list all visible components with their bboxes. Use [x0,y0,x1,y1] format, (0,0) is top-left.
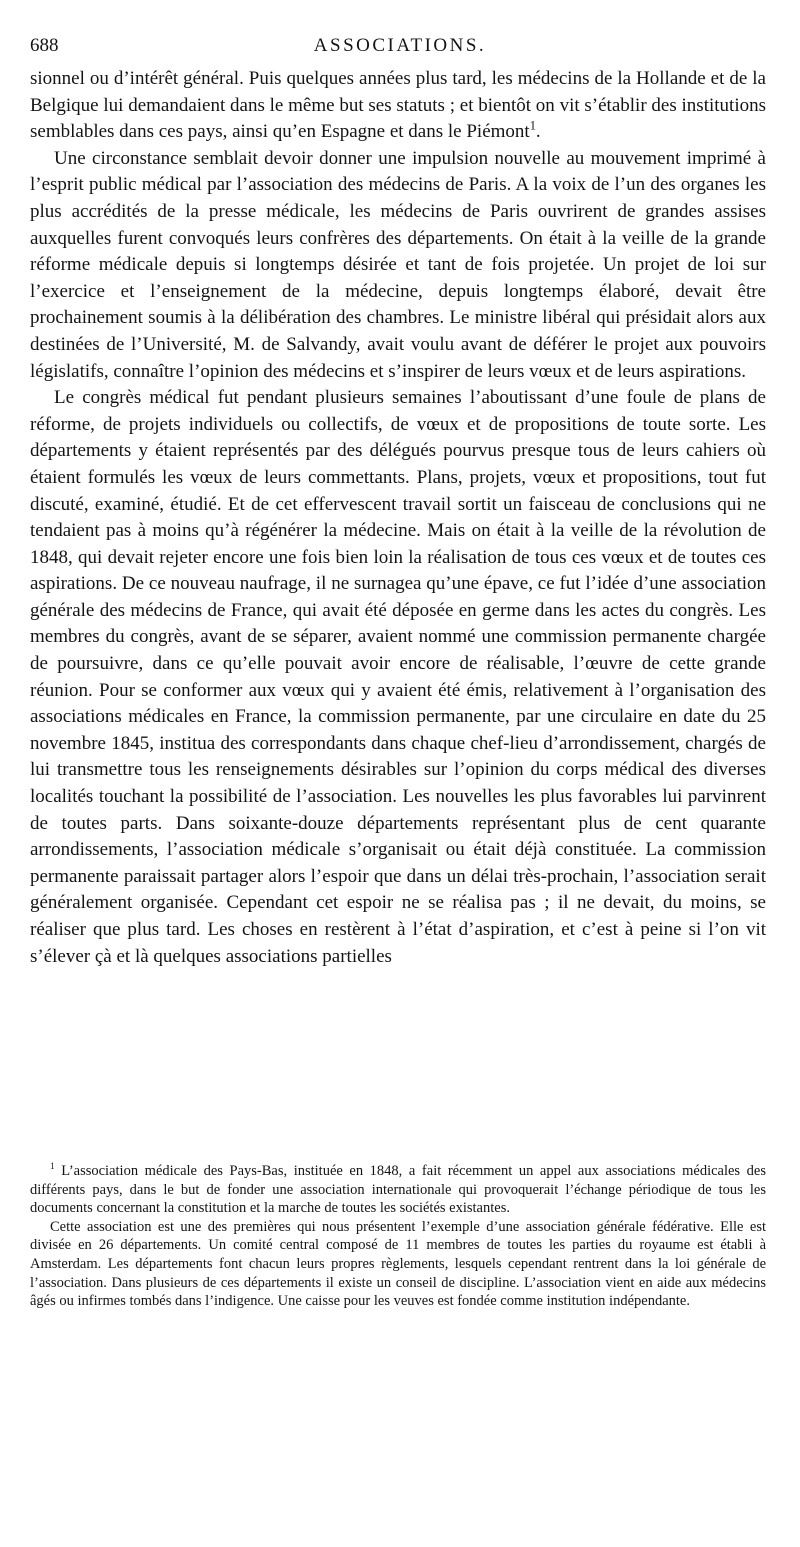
paragraph: Une circonstance semblait devoir donner une impulsion nouvelle au mouvement imprimé à l’esprit public médical par l’association des médecins de Paris. A la voix de l’un des organes les plus accrédités de la presse médicale, les médecins de Paris ouvrirent de grandes assises auxquelles furent convoqués leurs confrères des départements. On était à la veille de la grande réforme médicale depuis si longtemps désirée et tant de fois projetée. Un projet de loi sur l’exercice et l’enseignement de la médecine, depuis longtemps élaboré, devait être prochainement soumis à la délibération des chambres. Le ministre libéral qui présidait alors aux destinées de l’Université, M. de Salvandy, avait voulu avant de déférer le projet aux pouvoirs législatifs, connaître l’opinion des médecins et s’inspirer de leurs vœux et de leurs aspirations. [30,147,766,382]
footnote-text: L’association médicale des Pays-Bas, instituée en 1848, a fait récemment un appel aux associations médicales des différents pays, dans le but de fonder une association internationale qui provoquerait l’échange périodique de tous les documents concernant la constitution et la marche de toutes les sociétés existantes. [30,1163,766,1217]
footnote-reference: 1 [529,118,536,133]
main-text [30,66,766,970]
paragraph-end-punctuation: . [535,121,541,143]
footnote-continuation: Cette association est une des premières qui nous présentent l’exemple d’une association générale fédérative. Elle est divisée en 26 départements. Un comité central composé de 11 membres de toutes les parties du royaume est établi à Amsterdam. Les départements font chacun leurs propres règlements, lesquels cependant rentrent dans la loi générale de l’association. Dans plusieurs de ces départements il existe un conseil de discipline. L’association vient en aide aux médecins âgés ou infirmes tombés dans l’indigence. Une caisse pour les veuves est fondée comme institution indépendante. [30,1218,766,1310]
paragraph-continued [30,66,766,146]
paragraph: Le congrès médical fut pendant plusieurs semaines l’aboutissant d’une foule de plans de réforme, de projets individuels ou collectifs, de vœux et de propositions de toute sorte. Les départements y étaient représentés par des délégués pourvus presque tous de leurs cahiers où étaient formulés les vœux de leurs commettants. Plans, projets, vœux et propositions, tout fut discuté, examiné, étudié. Et de cet effervescent travail sortit un faisceau de conclusions qui ne tendaient pas à moins qu’à régénérer la médecine. Mais on était à la veille de la révolution de 1848, qui devait rejeter encore une fois bien loin la réalisation de tous ces vœux et de toutes ces aspirations. De ce nouveau naufrage, il ne surnagea qu’une épave, ce fut l’idée d’une association générale des médecins de France, qui avait été déposée en germe dans les actes du congrès. Les membres du congrès, avant de se séparer, avaient nommé une commission permanente chargée de poursuivre, dans ce qu’elle pouvait avoir encore de réalisable, l’œuvre de cette grande réunion. Pour se conformer aux vœux qui y avaient été émis, relativement à l’organisation des associations médicales en France, la commission permanente, par une circulaire en date du 25 novembre 1845, institua des correspondants dans chaque chef-lieu d’arrondissement, chargés de lui transmettre tous les renseignements désirables sur l’opinion du corps médical des diverses localités touchant la possibilité de l’association. Les nouvelles les plus favorables lui parvinrent de toutes parts. Dans soixante-douze départements représentant plus de cent quarante arrondissements, l’association médicale s’organisait ou était déjà constituée. La commission permanente paraissait partager alors l’espoir que dans un délai très-prochain, l’association serait généralement organisée. Cependant cet espoir ne se réalisa pas ; il ne devait, du moins, se réaliser que plus tard. Les choses en restèrent à l’état d’aspiration, et c’est à peine si l’on vit s’élever çà et là quelques associations partielles [30,387,766,967]
page-header [30,34,770,58]
page-number: 688 [30,35,59,56]
running-title: ASSOCIATIONS. [313,35,487,56]
footnote [30,1162,766,1218]
paragraph-text: sionnel ou d’intérêt général. Puis quelques années plus tard, les médecins de la Hollande et de la Belgique lui demandaient dans le même but ses statuts ; et bientôt on vit s’établir des institutions semblables dans ces pays, ainsi qu’en Espagne et dans le Piémont [30,68,766,143]
footnote-marker: 1 [50,1162,55,1173]
footnotes [30,1162,766,1311]
